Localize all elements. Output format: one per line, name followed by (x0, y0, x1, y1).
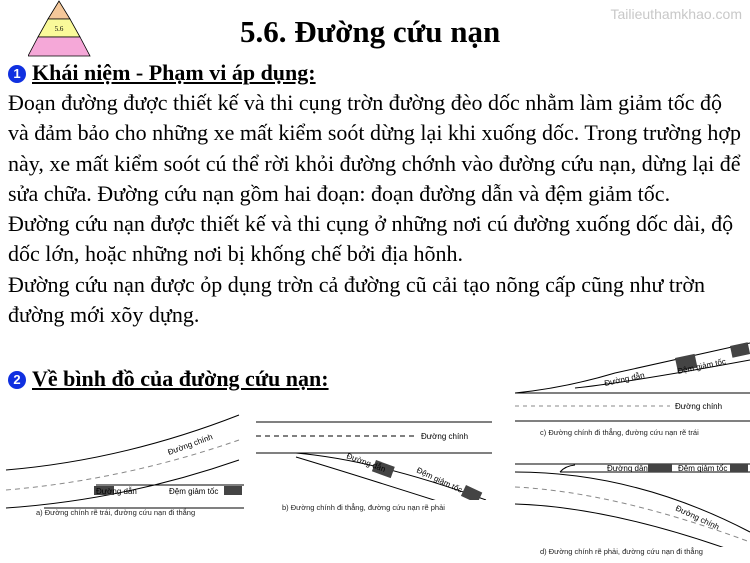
paragraph: Đoạn đường được thiết kế và thi cụng trờn đường đèo dốc nhằm làm giảm tốc độ và đảm bảo cho những xe mất kiểm soót dừng lại khi xuống dốc. Trong trường hợp này, xe mất kiểm soót cú thể rời khỏi đường chớnh vào đường cứu nạn, dừng lại để sửa chữa. Đường cứu nạn gồm hai đoạn: đoạn đường dẫn và đệm giảm tốc. (8, 90, 742, 206)
body-text (8, 88, 748, 330)
svg-text:Đường chính: Đường chính (166, 432, 214, 457)
svg-text:Đệm giảm tốc: Đệm giảm tốc (169, 487, 219, 496)
section1-heading: 1 Khái niệm - Phạm vi áp dụng: (8, 60, 316, 86)
caption-b: b) Đường chính đi thẳng, đường cứu nạn rẽ phải (282, 503, 445, 512)
section2-heading: 2 Về bình đồ của đường cứu nạn: (8, 366, 329, 392)
svg-text:Đường dẫn: Đường dẫn (345, 451, 387, 474)
svg-text:Đường dẫn: Đường dẫn (607, 464, 648, 473)
svg-text:Đường chính: Đường chính (674, 503, 721, 532)
svg-text:Đường dẫn: Đường dẫn (96, 487, 137, 496)
diagram-d (515, 462, 750, 547)
diagram-b (256, 420, 496, 500)
paragraph: Đường cứu nạn được thiết kế và thi cụng ở những nơi cú đường xuống dốc dài, độ dốc lớn, hoặc những nơi bị khống chế bởi địa hõnh. (8, 211, 734, 267)
caption-c: c) Đường chính đi thẳng, đường cứu nạn rẽ trái (540, 428, 699, 437)
svg-text:Đường chính: Đường chính (675, 402, 723, 411)
bullet-1-icon: 1 (8, 65, 26, 83)
caption-a: a) Đường chính rẽ trái, đường cứu nạn đi thẳng (36, 508, 196, 517)
bullet-2-icon: 2 (8, 371, 26, 389)
caption-d: d) Đường chính rẽ phải, đường cứu nạn đi thẳng (540, 547, 703, 556)
svg-text:Đường dẫn: Đường dẫn (603, 370, 646, 388)
svg-text:Đường chính: Đường chính (421, 432, 469, 441)
svg-text:Đệm giảm tốc: Đệm giảm tốc (415, 465, 464, 495)
svg-text:Đệm giảm tốc: Đệm giảm tốc (676, 356, 727, 376)
pyramid-logo (28, 0, 98, 58)
paragraph: Đường cứu nạn được ỏp dụng trờn cả đường cũ cải tạo nõng cấp cũng như trờn đường mới xõy dựng. (8, 271, 705, 328)
page-title: 5.6. Đường cứu nạn (240, 14, 501, 49)
diagram-a (4, 410, 244, 510)
diagram-c (515, 338, 750, 428)
svg-text:Đệm giảm tốc: Đệm giảm tốc (678, 464, 728, 473)
watermark: Tailieuthamkhao.com (610, 6, 742, 22)
logo-label: 5.6 (54, 25, 64, 33)
